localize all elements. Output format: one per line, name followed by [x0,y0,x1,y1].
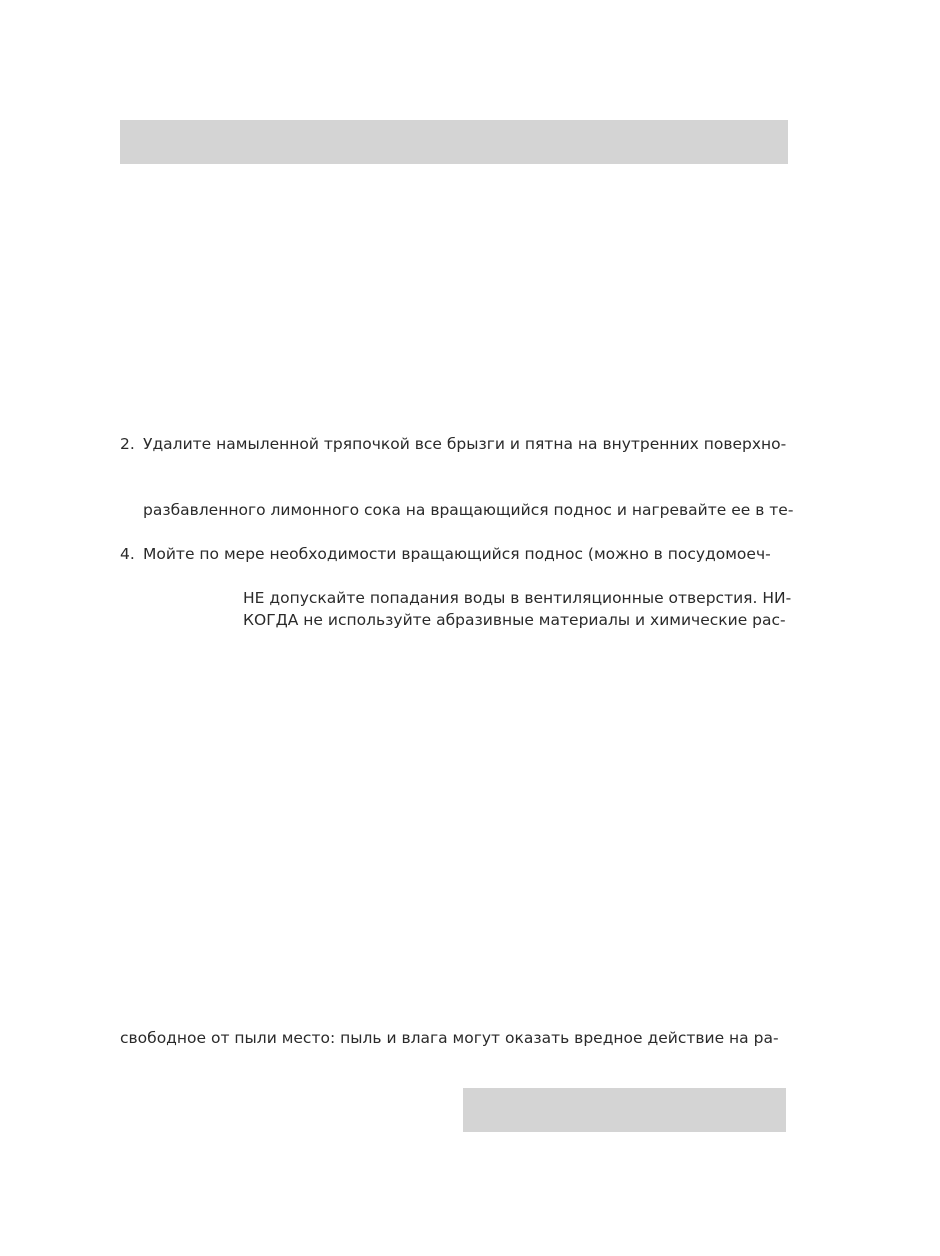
item-number: 4. [120,545,135,563]
item-text: Мойте по мере необходимости вращающийся поднос (можно в посудомоеч- [143,545,771,563]
body-text-line: свободное от пыли место: пыль и влага могут оказать вредное действие на ра- [120,1029,779,1047]
item-text: разбавленного лимонного сока на вращающийся поднос и нагревайте ее в те- [143,501,794,519]
header-bar [120,120,788,164]
item-number: 2. [120,435,135,453]
note-line: КОГДА не используйте абразивные материалы и химические рас- [243,611,786,629]
item-text: Удалите намыленной тряпочкой все брызги и пятна на внутренних поверхно- [143,435,787,453]
note-line: НЕ допускайте попадания воды в вентиляционные отверстия. НИ- [243,589,792,607]
footer-bar [463,1088,786,1132]
